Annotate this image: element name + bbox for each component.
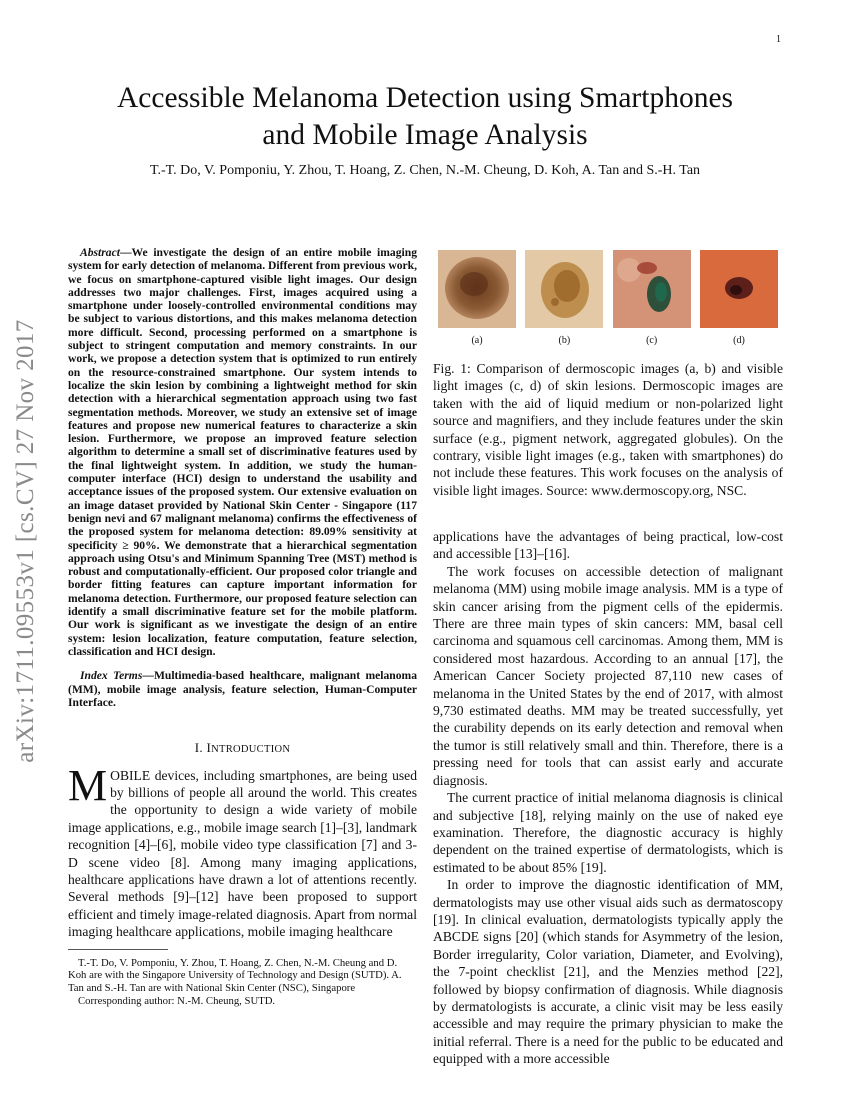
figure-images bbox=[433, 250, 783, 346]
drop-cap: M bbox=[68, 760, 108, 810]
footnote-affiliation: T.-T. Do, V. Pomponiu, Y. Zhou, T. Hoang, Z. Chen, N.-M. Cheung and D. Koh are with the Singapore University of Technology and Design (SUTD). A. Tan and S.-H. Tan are with National Skin Center (NSC), Singapore bbox=[68, 956, 402, 995]
index-terms-label: Index Terms bbox=[80, 669, 143, 683]
section-numeral: I. bbox=[194, 740, 203, 756]
figure-1 bbox=[433, 250, 783, 513]
figure-label-c: (c) bbox=[646, 335, 658, 346]
left-column bbox=[68, 246, 417, 1008]
paper-title bbox=[40, 80, 810, 154]
visible-light-image-c bbox=[613, 250, 691, 328]
footnote-rule bbox=[68, 949, 168, 950]
arxiv-stamp bbox=[6, 291, 46, 791]
authors: T.-T. Do, V. Pomponiu, Y. Zhou, T. Hoang, Z. Chen, N.-M. Cheung, D. Koh, A. Tan and S.-H. Tan bbox=[149, 163, 701, 178]
figure-label-a: (a) bbox=[471, 335, 483, 346]
dermoscopic-image-a bbox=[438, 250, 516, 328]
figure-panel-a bbox=[438, 250, 516, 346]
section-title-initial: I bbox=[206, 740, 212, 756]
figure-panel-d bbox=[700, 250, 778, 346]
figure-panel-b bbox=[525, 250, 603, 346]
intro-paragraph bbox=[68, 760, 417, 941]
abstract bbox=[68, 246, 417, 658]
title-line-1: Accessible Melanoma Detection using Smartphones bbox=[116, 82, 734, 114]
dermoscopic-image-b bbox=[525, 250, 603, 328]
abstract-text: —We investigate the design of an entire mobile imaging system for early detection of melanoma. Different from previous work, we focus on smartphone-captured visible light images. Our design addresses two major challenges. First, images acquired using a smartphone under loosely-controlled environmental conditions may be subject to various distortions, and this makes melanoma detection more difficult. Second, processing performed on a smartphone is subject to stringent computation and memory constraints. In our work, we propose a detection system that is optimized to run entirely on the resource-constrained smartphone. Our system intends to localize the skin lesion by combining a lightweight method for skin detection with a hierarchical segmentation approach using two fast segmentation methods. Moreover, we study an extensive set of image features and propose new numerical features to characterize a skin lesion. Furthermore, we propose an improved feature selection algorithm to determine a small set of discriminative features used by the final lightweight system. In addition, we study the human-computer interface (HCI) design to understand the usability and acceptance issues of the proposed system. Our extensive evaluation on an image dataset provided by National Skin Center - Singapore (117 benign nevi and 67 malignant melanoma) confirms the effectiveness of the proposed system for melanoma detection: 89.09% sensitivity at specificity ≥ 90%. We demonstrate that a hierarchical segmentation approach using Otsu's and Minimum Spanning Tree (MST) method is robust and computationally-efficient. Our proposed color triangle and border fitting features can capture important information for melanoma detection. Furthermore, our proposed feature selection can identify a small discriminative feature set for the mobile platform. Our work is significant as we investigate the design of an entire system: lesion localization, feature computation, feature selection, classification and HCI design. bbox=[68, 246, 417, 658]
figure-label-b: (b) bbox=[558, 335, 571, 346]
right-paragraph-4: In order to improve the diagnostic identification of MM, dermatologists may use other visual aids such as dermatoscopy [19]. In clinical evaluation, dermatologists typically apply the ABCDE signs [20] (which stands for Asymmetry of the lesion, Border irregularity, Color variation, Diameter, and Evolving), the 7-point checklist [21], and the Menzies method [22], followed by biopsy confirmation of diagnosis. While diagnosis by dermatologists is accurate, a clinic visit may be less easily accessible and may require the primary physician to make the initial referral. There is a need for the public to be educated and equipped with a more accessible bbox=[433, 877, 783, 1067]
right-paragraph-2: The work focuses on accessible detection of malignant melanoma (MM) using mobile image analysis. MM is a type of skin cancer arising from the pigment cells of the epidermis. There are three main types of skin cancers: MM, basal cell carcinoma and squamous cell carcinomas. Among them, MM is considered most hazardous. According to an annual [17], the American Cancer Society projected 87,110 new cases of melanoma in the United States by the end of 2017, with almost 9,730 estimated deaths. MM may be treated successfully, yet the curability depends on its early detection and removal when the tumor is still relatively small and thin. Therefore, there is a pressing need for tools that can assist early and accurate diagnosis. bbox=[433, 563, 783, 788]
arxiv-stamp-text: arXiv:1711.09553v1 [cs.CV] 27 Nov 2017 bbox=[12, 319, 39, 763]
right-paragraph-3: The current practice of initial melanoma diagnosis is clinical and subjective [18], relying mainly on the use of naked eye examination. Therefore, the diagnostic accuracy is highly dependent on the trained expertise of dermatologists, which is estimated to be about 85% [19]. bbox=[433, 790, 783, 875]
visible-light-image-d bbox=[700, 250, 778, 328]
intro-text: OBILE devices, including smartphones, are being used by billions of people all around the world. This creates the opportunity to design a wide variety of mobile image applications, e.g., mobile image search [1]–[3], landmark recognition [4]–[6], mobile video type classification [7] and 3-D scene video [8]. Among many imaging applications, healthcare applications have drawn a lot of attentions recently. Several methods [9]–[12] have been proposed to support efficient and timely image-related diagnosis. Apart from normal imaging healthcare applications, mobile imaging healthcare bbox=[68, 767, 417, 940]
section-title-rest: NTRODUCTION bbox=[211, 744, 291, 756]
right-column bbox=[433, 528, 783, 1068]
index-terms-text: —Multimedia-based healthcare, malignant melanoma (MM), mobile image analysis, feature selection, Human-Computer Interface. bbox=[68, 669, 418, 709]
index-terms bbox=[68, 669, 417, 709]
section-heading bbox=[68, 739, 417, 758]
figure-label-d: (d) bbox=[733, 335, 745, 346]
page-number: 1 bbox=[776, 34, 781, 45]
abstract-label: Abstract bbox=[80, 246, 120, 259]
footnote-corresponding: Corresponding author: N.-M. Cheung, SUTD. bbox=[78, 994, 276, 1007]
figure-caption: Fig. 1: Comparison of dermoscopic images (a, b) and visible light images (c, d) of skin lesions. Dermoscopic images are taken with the aid of liquid medium or non-polarized light source and magnifiers, and they include features under the skin surface (e.g., pigment network, aggregated globules). On the contrary, visible light images (e.g., taken with smartphones) do not include these features. This work focuses on the analysis of visible light images. Source: www.dermoscopy.org, NSC. bbox=[433, 361, 783, 498]
right-paragraph-1: applications have the advantages of being practical, low-cost and accessible [13]–[16]. bbox=[433, 529, 783, 562]
title-line-2: and Mobile Image Analysis bbox=[262, 119, 588, 151]
figure-panel-c bbox=[613, 250, 691, 346]
